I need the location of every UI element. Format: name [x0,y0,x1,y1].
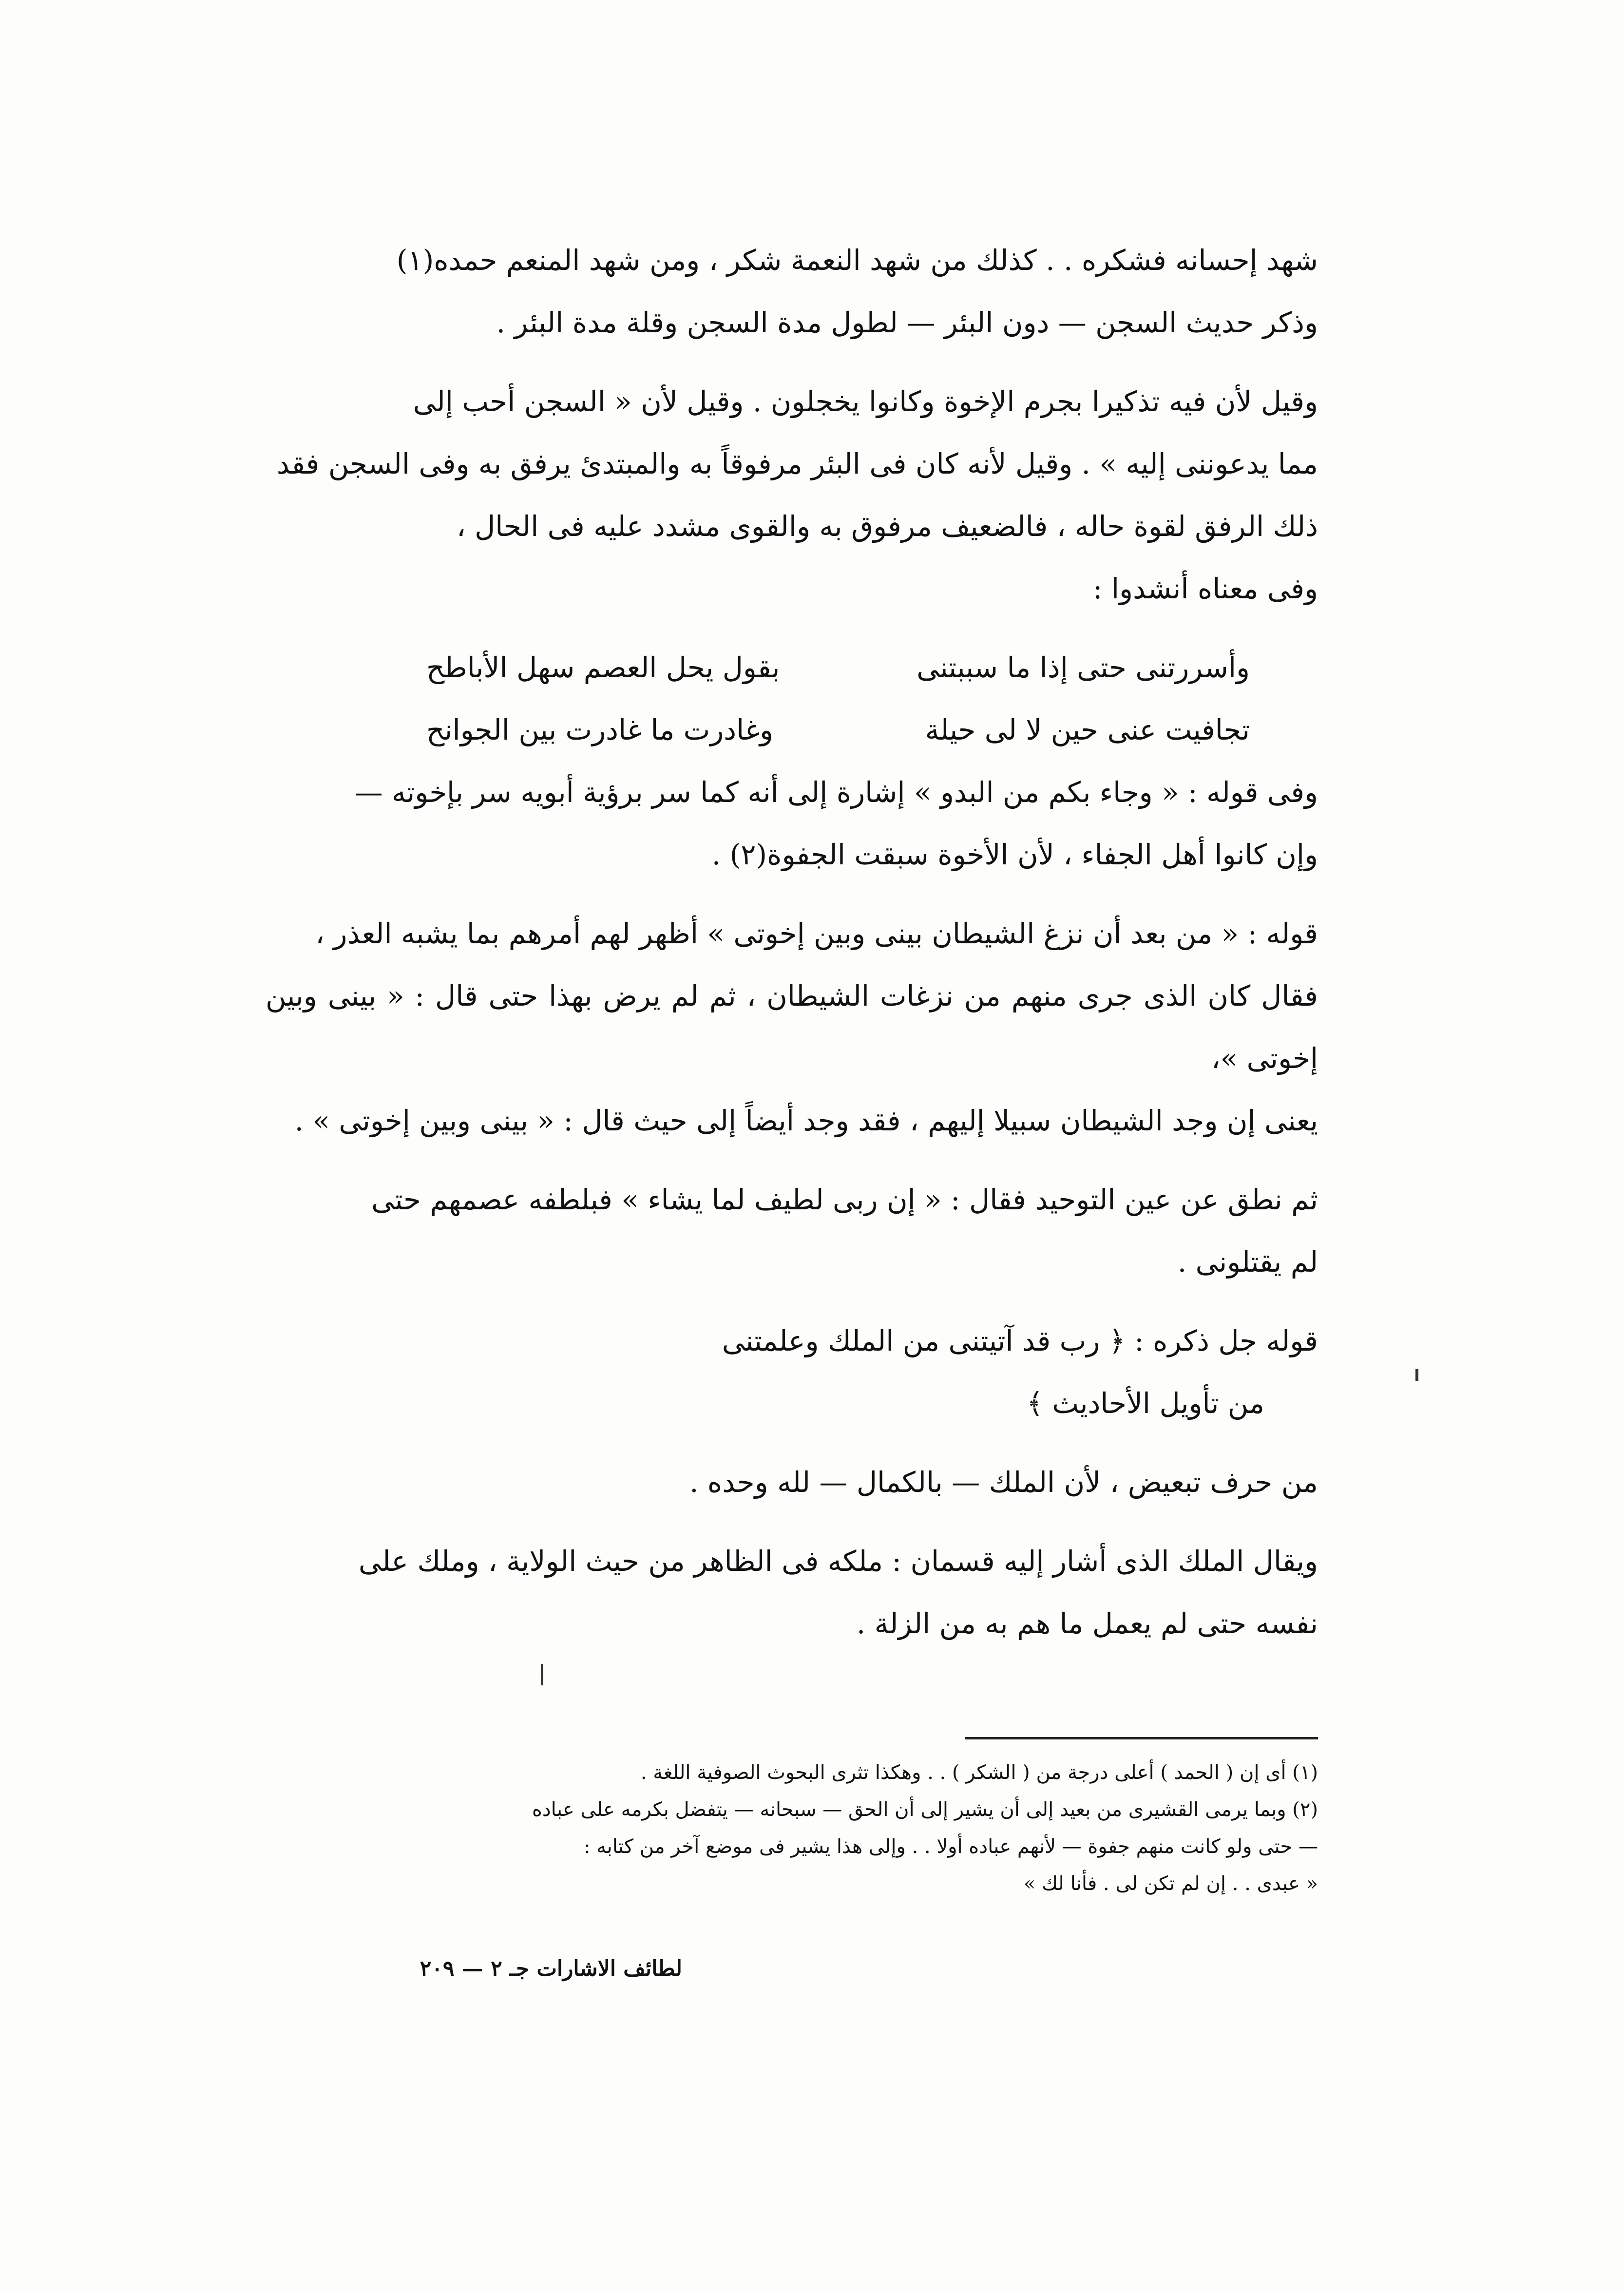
verse-hemistich-first: تجافيت عنى حين لا لى حيلة [925,713,1250,746]
text-line: وذكر حديث السجن — دون البئر — لطول مدة السجن وقلة مدة البئر . [496,306,1318,339]
text-line: مما يدعوننى إليه » . وقيل لأنه كان فى البئر مرفوقاً به والمبتدئ يرفق به وفى السجن فقد [276,447,1318,480]
book-title: لطائف الاشارات جـ ٢ — [461,1956,682,1981]
footnote-divider [965,1737,1318,1739]
stray-mark [541,1664,543,1685]
text-line: شهد إحسانه فشكره . . كذلك من شهد النعمة شكر ، ومن شهد المنعم حمده(١) [396,244,1318,277]
margin-mark [1415,1369,1418,1381]
text-line: ذلك الرفق لقوة حاله ، فالضعيف مرفوق به والقوى مشدد عليه فى الحال ، [456,510,1318,543]
text-line: وقيل لأن فيه تذكيرا بجرم الإخوة وكانوا يخجلون . وقيل لأن « السجن أحب إلى [413,385,1318,418]
quran-heading: قوله جل ذكره : ﴿ رب قد آتيتنى من الملك وعلمتنى [722,1324,1318,1357]
text-line: ويقال الملك الذى أشار إليه قسمان : ملكه فى الظاهر من حيث الولاية ، وملك على [358,1545,1318,1578]
poem-verse [266,699,1318,761]
page-footer [292,1956,682,1981]
quran-heading-continued: من تأويل الأحاديث ﴾ [1026,1387,1264,1420]
footnote-line: — حتى ولو كانت منهم جفوة — لأنهم عباده أولا . . وإلى هذا يشير فى موضع آخر من كتابه : [583,1835,1318,1858]
verse-hemistich-first: وأسررتنى حتى إذا ما سببتنى [917,651,1250,684]
text-line: وفى قوله : « وجاء بكم من البدو » إشارة إلى أنه كما سر برؤية أبويه سر بإخوته — [354,776,1318,809]
main-text [266,229,1318,1655]
footnotes [273,1754,1318,1902]
poem-verse [266,636,1318,699]
text-line: يعنى إن وجد الشيطان سبيلا إليهم ، فقد وجد أيضاً إلى حيث قال : « بينى وبين إخوتى » . [294,1104,1318,1137]
verse-hemistich-second: وغادرت ما غادرت بين الجوانح [426,713,774,746]
footnote-line: (١) أى إن ( الحمد ) أعلى درجة من ( الشكر ) . . وهكذا تثرى البحوث الصوفية اللغة . [640,1761,1318,1784]
text-line: فقال كان الذى جرى منهم من نزغات الشيطان ، ثم لم يرض بهذا حتى قال : « بينى وبين إخوتى »، [266,979,1318,1075]
page-number: ٢٠٩ [420,1956,455,1981]
verse-hemistich-second: بقول يحل العصم سهل الأباطح [426,651,780,684]
text-line: من حرف تبعيض ، لأن الملك — بالكمال — لله وحده . [689,1466,1318,1499]
footnote-line: « عبدى . . إن لم تكن لى . فأنا لك » [1023,1872,1318,1895]
text-line: قوله : « من بعد أن نزغ الشيطان بينى وبين إخوتى » أظهر لهم أمرهم بما يشبه العذر ، [315,917,1318,950]
text-line: لم يقتلونى . [1177,1245,1318,1279]
footnote-line: (٢) وبما يرمى القشيرى من بعيد إلى أن يشير إلى أن الحق — سبحانه — يتفضل بكرمه على عباده [532,1798,1318,1821]
text-line: نفسه حتى لم يعمل ما هم به من الزلة . [856,1607,1318,1640]
text-line: وإن كانوا أهل الجفاء ، لأن الأخوة سبقت الجفوة(٢) . [711,838,1318,871]
text-line: وفى معناه أنشدوا : [1092,572,1318,605]
text-line: ثم نطق عن عين التوحيد فقال : « إن ربى لطيف لما يشاء » فبلطفه عصمهم حتى [371,1183,1318,1216]
